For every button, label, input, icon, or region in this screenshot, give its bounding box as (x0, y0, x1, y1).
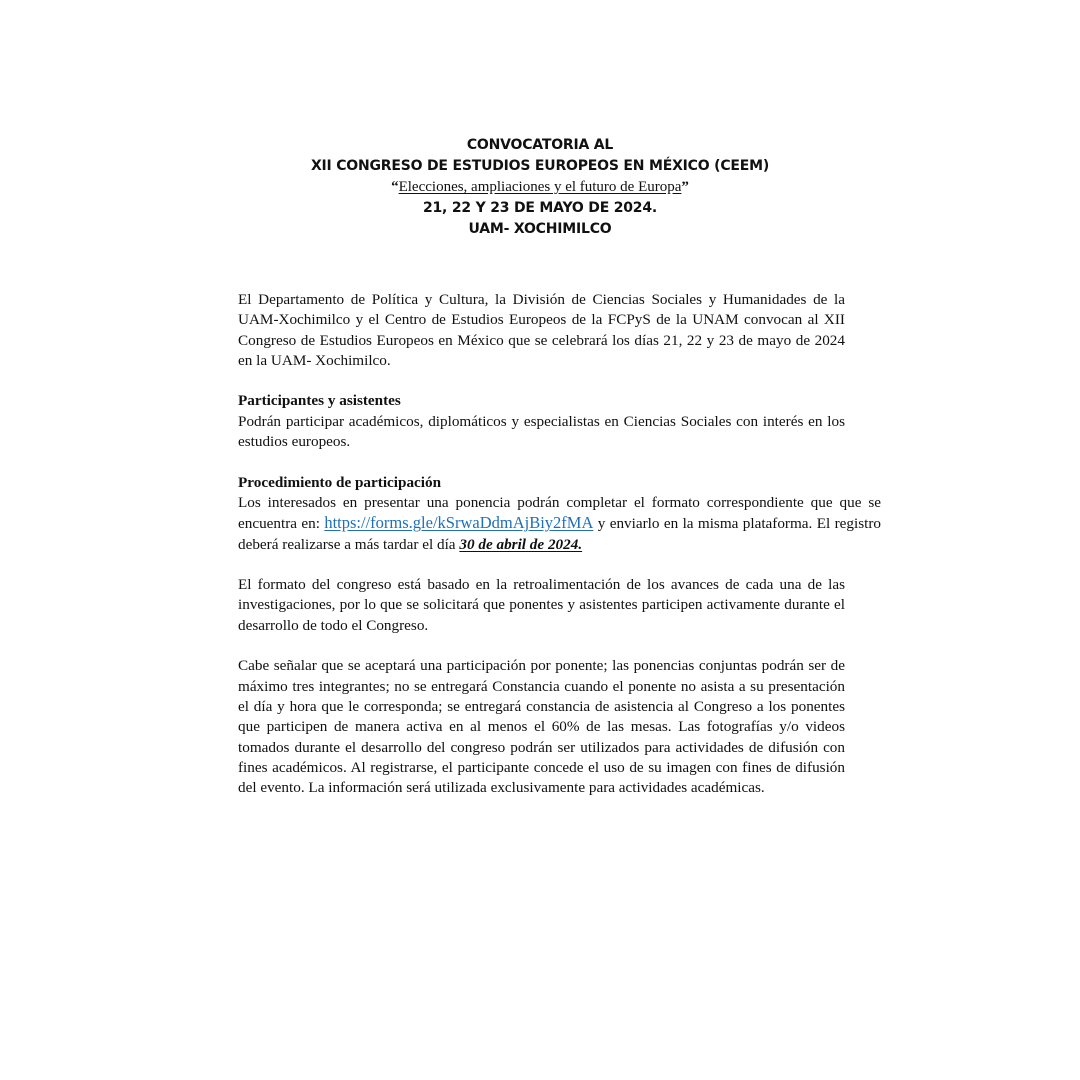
header-congress-title: XII CONGRESO DE ESTUDIOS EUROPEOS EN MÉXICO (CEEM) (310, 158, 770, 174)
intro-paragraph: El Departamento de Política y Cultura, la División de Ciencias Sociales y Humanidades de la UAM-Xochimilco y el Centro de Estudios Europeos de la FCPyS de la UNAM convocan al XII Congreso de Estudios Europeos en México que se celebrará los días 21, 22 y 23 de mayo de 2024 en la UAM- Xochimilco. (238, 291, 845, 369)
document-header (240, 135, 840, 240)
participants-section (238, 391, 845, 452)
procedure-text-before-link: Los interesados en presentar una ponencia podrán completar el formato correspondiente que que se encuentra en: (238, 493, 881, 533)
document-body (238, 290, 881, 819)
format-paragraph: El formato del congreso está basado en la retroalimentación de los avances de cada una de las investigaciones, por lo que se solicitará que ponentes y asistentes participen activamente durante el desarrollo de todo el Congreso. (238, 576, 845, 634)
theme-text: Elecciones, ampliaciones y el futuro de Europa (398, 179, 682, 195)
theme-close-quote: ” (681, 179, 689, 195)
registration-form-link[interactable]: https://forms.gle/kSrwaDdmAjBiy2fMA (324, 513, 594, 533)
procedure-section (238, 473, 881, 555)
registration-deadline: 30 de abril de 2024. (459, 535, 583, 553)
header-venue: UAM- XOCHIMILCO (468, 221, 612, 237)
rules-paragraph: Cabe señalar que se aceptará una participación por ponente; las ponencias conjuntas podrán ser de máximo tres integrantes; no se entregará Constancia cuando el ponente no asista a su presentación el día y hora que le corresponda; se entregará constancia de asistencia al Congreso a los ponentes que participen de manera activa en al menos el 60% de las mesas. Las fotografías y/o videos tomados durante el desarrollo del congreso podrán ser utilizados para actividades de difusión con fines académicos. Al registrarse, el participante concede el uso de su imagen con fines de difusión del evento. La información será utilizada exclusivamente para actividades académicas. (238, 657, 845, 797)
procedure-text-after-link: y enviarlo en la misma plataforma. El registro deberá realizarse a más tardar el día (238, 515, 881, 553)
header-theme (240, 177, 840, 198)
procedure-title: Procedimiento de participación (238, 473, 442, 491)
header-call-title: CONVOCATORIA AL (466, 137, 614, 153)
header-dates: 21, 22 Y 23 DE MAYO DE 2024. (422, 200, 658, 216)
participants-text: Podrán participar académicos, diplomáticos y especialistas en Ciencias Sociales con interés en los estudios europeos. (238, 412, 845, 451)
participants-title: Participantes y asistentes (238, 392, 401, 410)
theme-open-quote: “ (391, 179, 399, 195)
procedure-text (238, 493, 881, 555)
